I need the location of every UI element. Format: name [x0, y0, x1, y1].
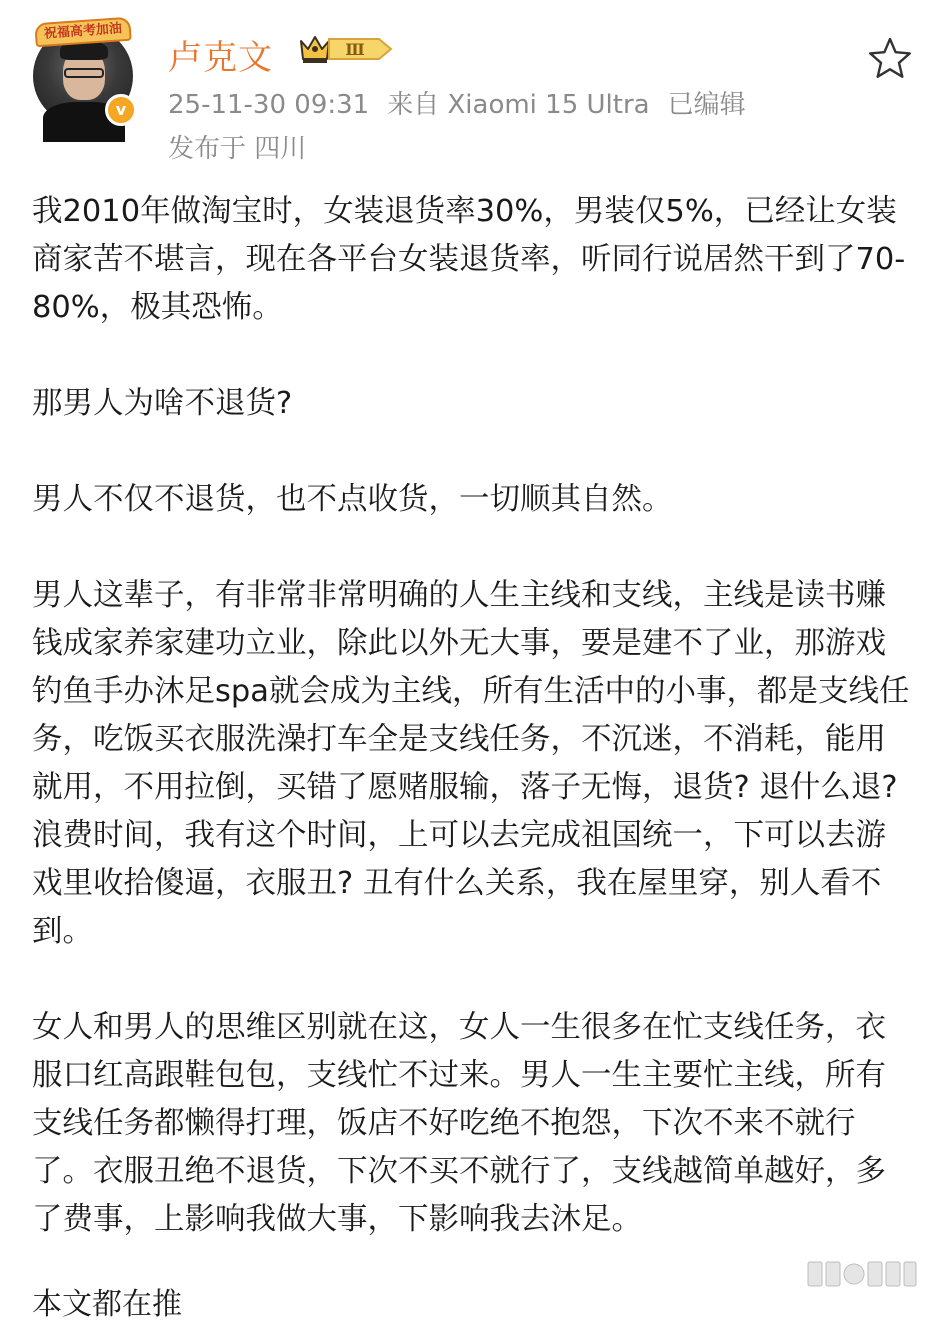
- post-location: 发布于 四川: [168, 134, 307, 164]
- post-paragraph-1: 我2010年做淘宝时，女装退货率30%，男装仅5%，已经让女装商家苦不堪言，现在各平台女装退货率，听同行说居然干到了70-80%，极其恐怖。: [32, 194, 906, 325]
- watermark-logo: [806, 1256, 918, 1290]
- avatar-banner: 祝福高考加油: [34, 17, 131, 48]
- post-header: [0, 0, 933, 180]
- verified-icon: v: [105, 94, 137, 126]
- crown-icon: [301, 37, 329, 63]
- post-paragraph-3: 男人不仅不退货，也不点收货，一切顺其自然。: [32, 482, 673, 517]
- post-timestamp: 25-11-30 09:31: [168, 90, 370, 120]
- vip-level-text: Ⅲ: [345, 40, 365, 59]
- post-paragraph-5: 女人和男人的思维区别就在这，女人一生很多在忙支线任务，衣服口红高跟鞋包包，支线忙不过来。男人一生主要忙主线，所有支线任务都懒得打理，饭店不好吃绝不抱怨，下次不来不就行了。衣服丑绝不退货，下次不买不就行了，支线越简单越好，多了费事，上影响我做大事，下影响我去沐足。: [32, 1010, 886, 1237]
- post-content: [32, 188, 916, 1244]
- avatar[interactable]: [33, 20, 139, 126]
- edited-label[interactable]: 已编辑: [667, 90, 746, 120]
- vip-level-badge[interactable]: [297, 31, 395, 67]
- user-name[interactable]: 卢克文: [168, 38, 273, 78]
- truncated-footer-text: 本文都在推: [32, 1287, 182, 1322]
- post-paragraph-2: 那男人为啥不退货?: [32, 386, 293, 421]
- post-meta: [168, 84, 764, 121]
- star-outline-icon[interactable]: [866, 34, 914, 82]
- post-source[interactable]: 来自 Xiaomi 15 Ultra: [387, 90, 650, 120]
- post-paragraph-4: 男人这辈子，有非常非常明确的人生主线和支线，主线是读书赚钱成家养家建功立业，除此以外无大事，要是建不了业，那游戏钓鱼手办沐足spa就会成为主线，所有生活中的小事，都是支线任务，吃饭买衣服洗澡打车全是支线任务，不沉迷，不消耗，能用就用，不用拉倒，买错了愿赌服输，落子无悔，退货? 退什么退? 浪费时间，我有这个时间，上可以去完成祖国统一，下可以去游戏里收拾傻逼，衣服丑? 丑有什么关系，我在屋里穿，别人看不到。: [32, 578, 910, 949]
